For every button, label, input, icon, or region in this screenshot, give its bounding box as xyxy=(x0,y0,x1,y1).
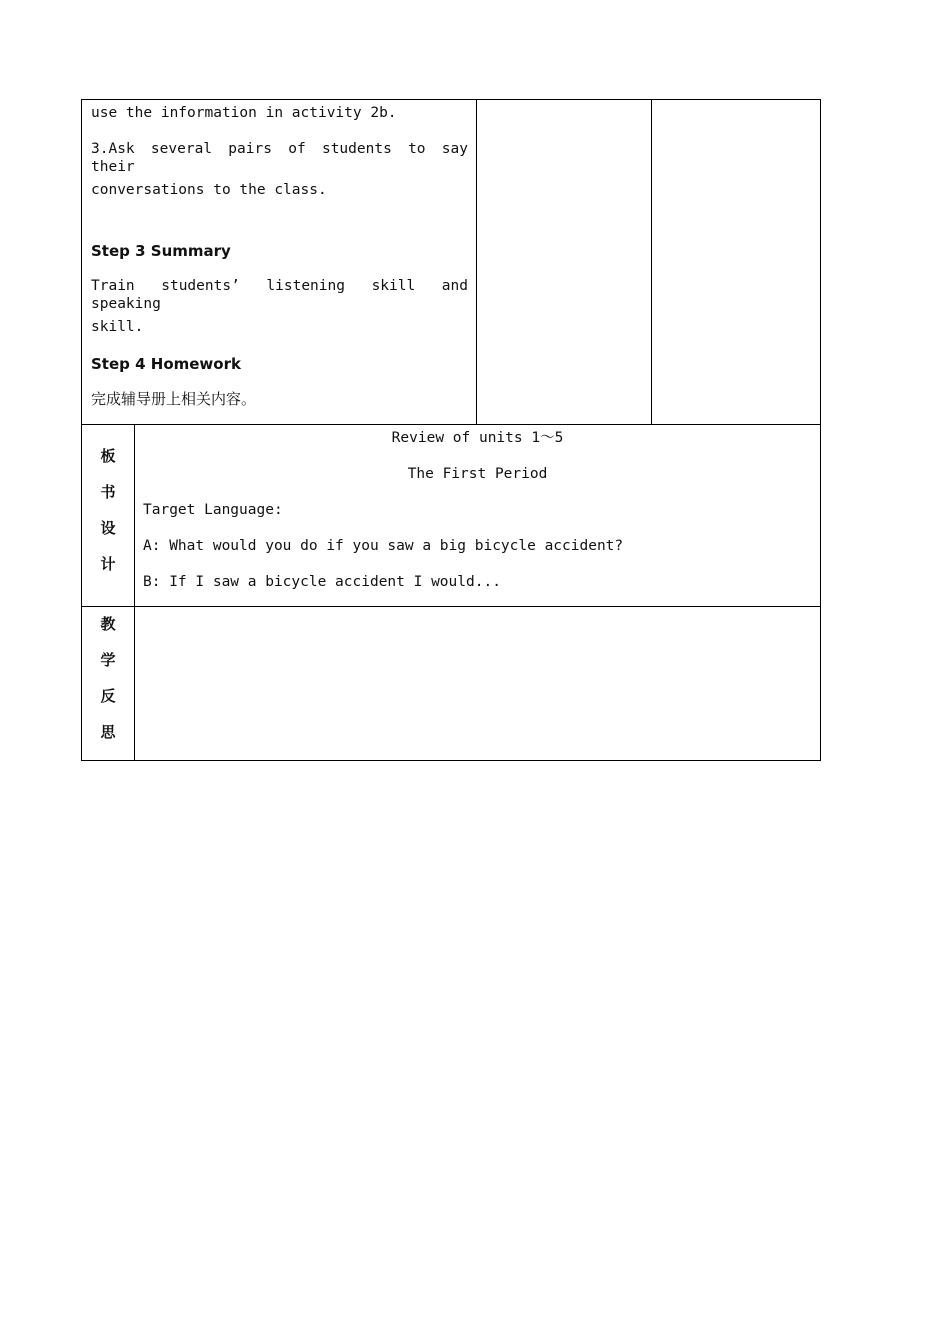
board-subtitle: The First Period xyxy=(407,466,548,482)
step-3-text-line-2: skill. xyxy=(91,319,144,335)
step-4-text: 完成辅导册上相关内容。 xyxy=(91,390,257,408)
board-design-label-4: 计 xyxy=(100,555,116,573)
reflection-label-1: 教 xyxy=(100,615,116,633)
board-line-a: A: What would you do if you saw a big bicycle accident? xyxy=(143,538,624,554)
board-line-b: B: If I saw a bicycle accident I would... xyxy=(143,574,501,590)
procedure-line-2: 3.Ask several pairs of students to say their xyxy=(91,141,468,175)
board-design-label-1: 板 xyxy=(100,447,116,465)
reflection-label-4: 思 xyxy=(100,723,116,741)
board-design-label-2: 书 xyxy=(100,483,116,501)
reflection-label-2: 学 xyxy=(100,651,116,669)
procedure-line-1: use the information in activity 2b. xyxy=(91,105,397,121)
step-3-heading: Step 3 Summary xyxy=(91,242,231,260)
board-design-label-3: 设 xyxy=(100,519,116,537)
target-language-label: Target Language: xyxy=(143,502,283,518)
procedure-line-3: conversations to the class. xyxy=(91,182,327,198)
board-title: Review of units 1～5 xyxy=(391,430,564,446)
step-4-heading: Step 4 Homework xyxy=(91,355,241,373)
step-3-text-line-1: Train students’ listening skill and speaking xyxy=(91,278,468,312)
reflection-label-3: 反 xyxy=(100,687,116,705)
